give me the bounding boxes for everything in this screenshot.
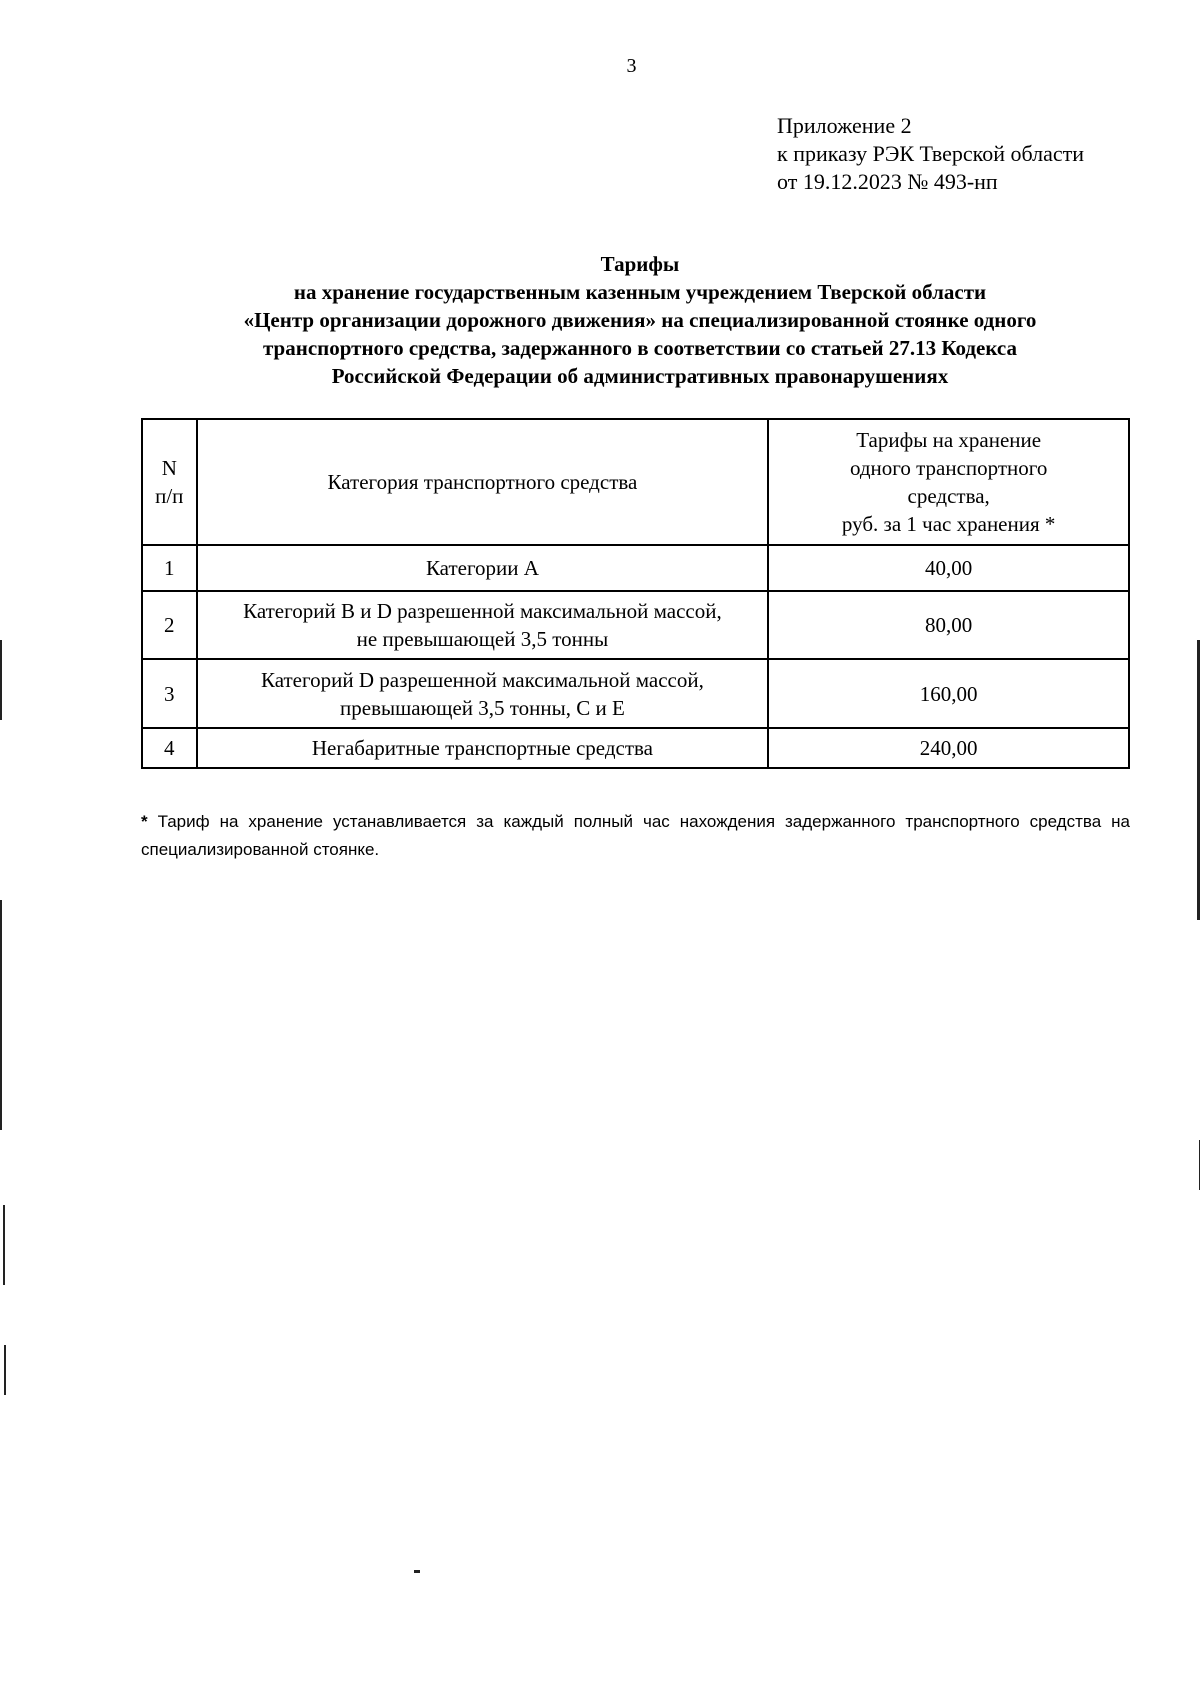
title-line: транспортного средства, задержанного в соответствии со статьей 27.13 Кодекса <box>262 336 1018 360</box>
page-number: 3 <box>626 55 637 77</box>
footnote <box>141 808 1130 864</box>
header-tariff-line: Тарифы на хранение <box>856 428 1042 452</box>
header-category: Категория транспортного средства <box>197 419 769 545</box>
row-category <box>197 591 769 659</box>
title-line: Российской Федерации об административных правонарушениях <box>331 364 949 388</box>
appendix-date-line: от 19.12.2023 № 493-нп <box>777 169 998 194</box>
table-row <box>142 545 1129 591</box>
row-number: 1 <box>142 545 197 591</box>
appendix-header <box>777 112 1084 196</box>
row-number: 4 <box>142 728 197 768</box>
scan-artifact <box>0 900 2 1130</box>
row-category-line: не превышающей 3,5 тонны <box>356 627 609 651</box>
title-line: Тарифы <box>600 252 680 276</box>
appendix-order-line: к приказу РЭК Тверской области <box>777 141 1085 166</box>
title-line: на хранение государственным казенным учреждением Тверской области <box>293 280 987 304</box>
row-category-line: Категорий D разрешенной максимальной массой, <box>261 667 704 692</box>
scan-artifact <box>4 1345 6 1395</box>
row-tariff: 240,00 <box>768 728 1129 768</box>
appendix-line: Приложение 2 <box>777 113 912 138</box>
row-tariff: 80,00 <box>768 591 1129 659</box>
header-tariff <box>768 419 1129 545</box>
scan-artifact <box>414 1570 420 1573</box>
row-category-line: превышающей 3,5 тонны, С и Е <box>340 695 625 720</box>
table-row <box>142 659 1129 728</box>
header-number-line: п/п <box>155 484 184 508</box>
row-category-line: Категорий B и D разрешенной максимальной массой, <box>243 599 722 623</box>
header-number <box>142 419 197 545</box>
header-tariff-line: руб. за 1 час хранения * <box>841 512 1056 536</box>
footnote-text: Тариф на хранение устанавливается за каждый полный час нахождения задержанного транспортного средства на специализированной стоянке. <box>141 812 1130 859</box>
document-title <box>140 250 1140 390</box>
scan-artifact <box>0 640 2 720</box>
row-number: 2 <box>142 591 197 659</box>
row-tariff: 160,00 <box>768 659 1129 728</box>
table-row <box>142 728 1129 768</box>
row-category: Негабаритные транспортные средства <box>197 728 769 768</box>
header-tariff-line: одного транспортного <box>849 456 1048 480</box>
row-number: 3 <box>142 659 197 728</box>
row-category <box>197 659 769 728</box>
table-row <box>142 591 1129 659</box>
row-category: Категории А <box>197 545 769 591</box>
scan-artifact <box>3 1205 5 1285</box>
title-line: «Центр организации дорожного движения» на специализированной стоянке одного <box>243 308 1037 332</box>
footnote-mark: * <box>141 812 148 831</box>
header-tariff-line: средства, <box>907 484 990 508</box>
row-tariff: 40,00 <box>768 545 1129 591</box>
header-number-line: N <box>161 456 177 480</box>
tariff-table <box>141 418 1130 769</box>
table-header-row <box>142 419 1129 545</box>
